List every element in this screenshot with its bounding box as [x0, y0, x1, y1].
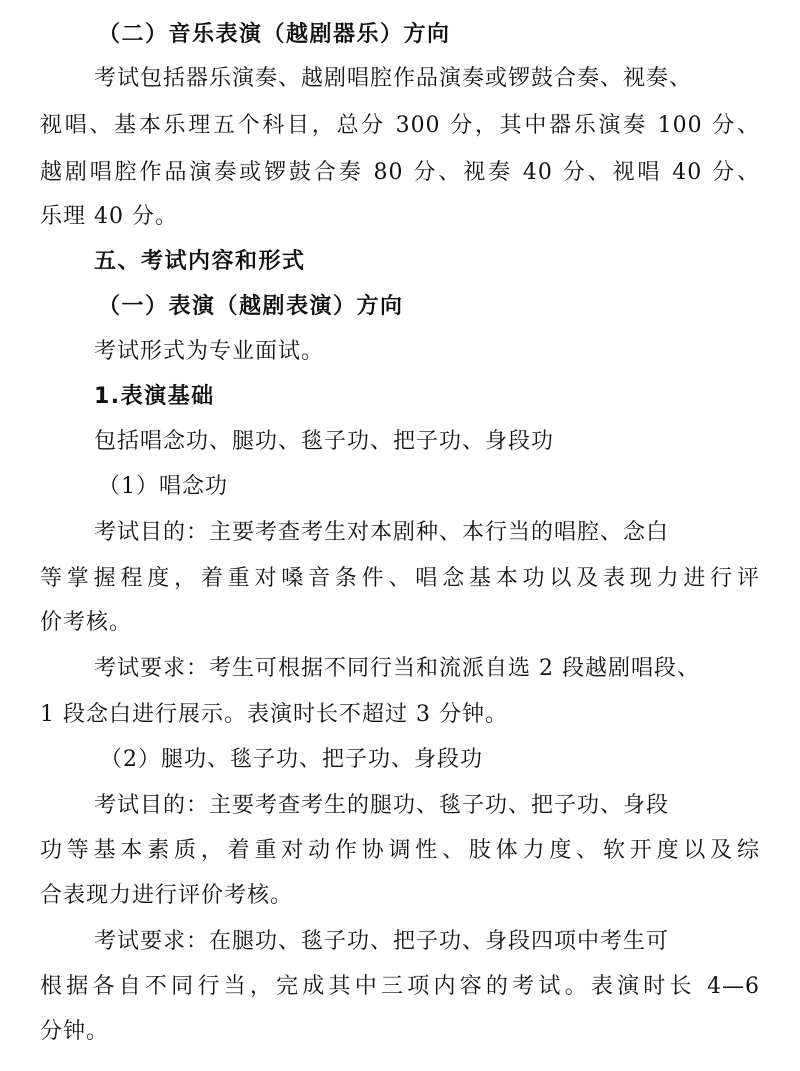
section-music-heading: （二）音乐表演（越剧器乐）方向: [98, 22, 451, 47]
item2-purpose-line-1: 考试目的：主要考查考生的腿功、毯子功、把子功、身段: [94, 793, 670, 818]
item1-purpose-line-3: 价考核。: [40, 610, 133, 635]
item1-title: （1）唱念功: [98, 474, 228, 499]
item2-req-line-2: 根据各自不同行当，完成其中三项内容的考试。表演时长 4—6: [40, 974, 760, 999]
item1-purpose-line-1: 考试目的：主要考查考生对本剧种、本行当的唱腔、念白: [94, 520, 670, 545]
item2-title: （2）腿功、毯子功、把子功、身段功: [100, 747, 483, 772]
item1-purpose-line-2: 等掌握程度，着重对嗓音条件、唱念基本功以及表现力进行评: [40, 566, 760, 591]
perf-intro: 考试形式为专业面试。: [94, 339, 325, 364]
item2-purpose-line-2: 功等基本素质，着重对动作协调性、肢体力度、软开度以及综: [40, 838, 760, 863]
music-para-line-1: 考试包括器乐演奏、越剧唱腔作品演奏或锣鼓合奏、视奏、: [94, 66, 693, 91]
music-para-line-3: 越剧唱腔作品演奏或锣鼓合奏 80 分、视奏 40 分、视唱 40 分、: [40, 160, 760, 185]
basics-list: 包括唱念功、腿功、毯子功、把子功、身段功: [94, 429, 555, 454]
music-para-line-2: 视唱、基本乐理五个科目，总分 300 分，其中器乐演奏 100 分、: [40, 113, 760, 138]
basics-heading: 1.表演基础: [94, 384, 215, 409]
section-perf-heading: （一）表演（越剧表演）方向: [98, 294, 404, 319]
item2-req-line-1: 考试要求：在腿功、毯子功、把子功、身段四项中考生可: [94, 929, 670, 954]
section-five-heading: 五、考试内容和形式: [94, 249, 306, 274]
music-para-line-4: 乐理 40 分。: [40, 204, 178, 229]
item1-req-line-2: 1 段念白进行展示。表演时长不超过 3 分钟。: [40, 702, 508, 727]
item2-req-line-3: 分钟。: [40, 1019, 110, 1044]
item1-req-line-1: 考试要求：考生可根据不同行当和流派自选 2 段越剧唱段、: [94, 656, 700, 681]
item2-purpose-line-3: 合表现力进行评价考核。: [40, 883, 294, 908]
